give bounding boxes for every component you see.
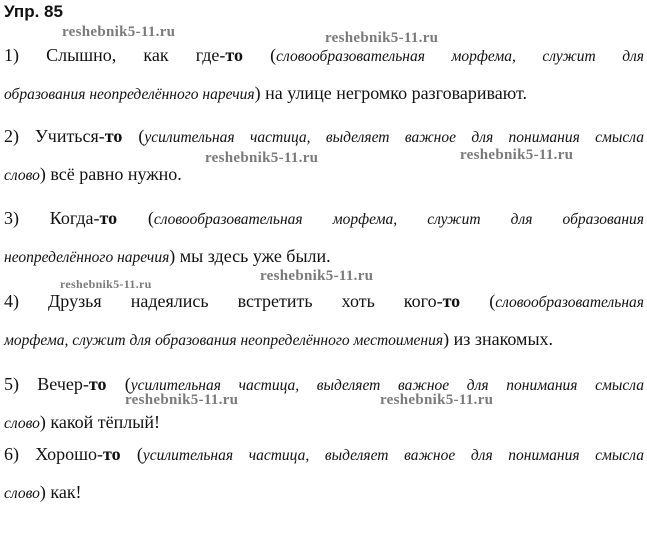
item-explanation: морфема, служит для образования неопределённого местоимения [4, 332, 444, 349]
item-rest: ) как! [39, 482, 82, 502]
item-rest: ) мы здесь уже были. [169, 246, 331, 266]
item-explanation: словообразовательная морфема, служит для [276, 48, 645, 65]
item-explanation: образования неопределённого наречия [4, 86, 255, 103]
item-particle: то [99, 208, 118, 228]
item-particle: то [88, 374, 107, 394]
item-rest: ) какой тёплый! [39, 412, 160, 432]
item-line [4, 320, 644, 358]
open-paren: ( [242, 45, 277, 65]
open-paren: ( [122, 126, 145, 146]
exercise-title: Упр. 85 [4, 2, 63, 21]
item-explanation: словообразовательная [495, 294, 644, 311]
watermark: reshebnik5-11.ru [325, 30, 439, 46]
item-rest: ) из знакомых. [443, 329, 554, 349]
item-word: Слышно, как где- [46, 45, 226, 65]
item-line [4, 36, 644, 74]
item-line [4, 74, 644, 112]
item-number: 2) [4, 126, 19, 146]
exercise-item-3 [4, 199, 644, 275]
item-explanation: неопределённого наречия [4, 249, 170, 266]
item-line [4, 365, 644, 403]
watermark: reshebnik5-11.ru [260, 268, 374, 284]
item-word: Когда- [49, 208, 100, 228]
open-paren: ( [460, 291, 496, 311]
item-explanation: усилительная частица, выделяет важное для понимания смысла [142, 447, 645, 464]
item-explanation: слово [4, 485, 40, 502]
item-explanation: усилительная частица, выделяет важное для понимания смысла [144, 129, 645, 146]
item-number: 4) [4, 291, 19, 311]
item-word: Хорошо- [35, 444, 104, 464]
item-word: Вечер- [37, 374, 89, 394]
open-paren: ( [106, 374, 131, 394]
watermark: reshebnik5-11.ru [460, 147, 574, 163]
exercise-item-4 [4, 282, 644, 358]
item-number: 6) [4, 444, 19, 464]
item-explanation: усилительная частица, выделяет важное для понимания смысла [130, 377, 645, 394]
exercise-item-5 [4, 365, 644, 441]
exercise-item-1 [4, 36, 644, 112]
item-rest: ) всё равно нужно. [39, 164, 182, 184]
item-particle: то [103, 444, 121, 464]
watermark: reshebnik5-11.ru [60, 277, 152, 291]
item-number: 3) [4, 208, 19, 228]
item-particle: то [225, 45, 243, 65]
item-line [4, 473, 644, 511]
item-word: Друзья надеялись встретить хоть кого- [48, 291, 443, 311]
watermark: reshebnik5-11.ru [125, 392, 239, 408]
open-paren: ( [120, 444, 143, 464]
item-line [4, 199, 644, 237]
item-particle: то [104, 126, 123, 146]
item-rest: ) на улице негромко разговаривают. [254, 83, 527, 103]
watermark: reshebnik5-11.ru [380, 392, 494, 408]
item-line [4, 435, 644, 473]
item-particle: то [442, 291, 461, 311]
watermark: reshebnik5-11.ru [62, 24, 176, 40]
item-explanation: словообразовательная морфема, служит для образования [153, 211, 644, 228]
item-word: Учиться- [35, 126, 105, 146]
open-paren: ( [117, 208, 154, 228]
item-number: 1) [4, 45, 19, 65]
item-number: 5) [4, 374, 19, 394]
item-explanation: слово [4, 167, 40, 184]
watermark: reshebnik5-11.ru [205, 150, 319, 166]
item-explanation: слово [4, 415, 40, 432]
exercise-item-6 [4, 435, 644, 511]
